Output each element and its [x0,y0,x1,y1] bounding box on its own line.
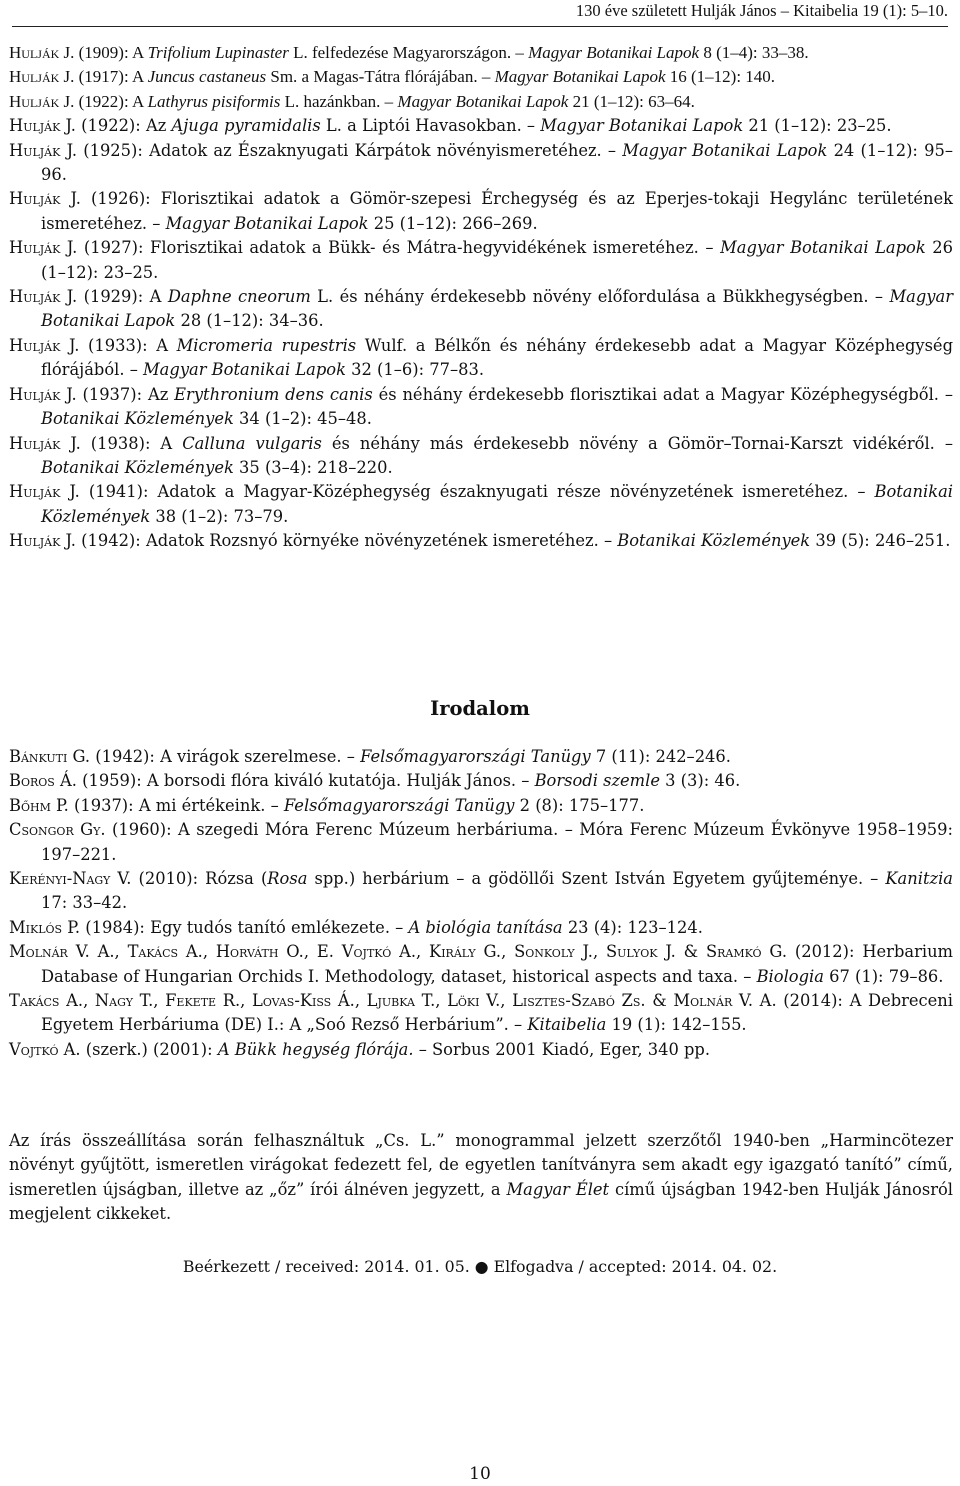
received-accepted-dates: Beérkezett / received: 2014. 01. 05. ● Elfogadva / accepted: 2014. 04. 02. [182,1257,778,1276]
reference-item: Hulják J. (1927): Florisztikai adatok a Bükk- és Mátra-hegyvidékének ismeretéhez. – Magyar Botanikai Lapok 26 (1–12): 23–25. [9,238,953,282]
section-heading: Irodalom [430,697,530,720]
reference-item: Boros Á. (1959): A borsodi flóra kiváló kutatója. Hulják János. – Borsodi szemle 3 (3): 46. [9,771,741,791]
reference-item: Hulják J. (1929): A Daphne cneorum L. és néhány érdekesebb növény előfordulása a Bükkhegységben. – Magyar Botanikai Lapok 28 (1–12): 34–36. [9,287,953,331]
reference-item: Hulják J. (1937): Az Erythronium dens canis és néhány érdekesebb florisztikai adat a Magyar Középhegységből. – Botanikai Közlemények 34 (1–2): 45–48. [9,384,953,429]
running-header [12,0,948,27]
page-number: 10 [469,1464,491,1484]
reference-item: Miklós P. (1984): Egy tudós tanító emlékezete. – A biológia tanítása 23 (4): 123–124. [9,917,703,937]
reference-item: Hulják J. (1917): A Juncus castaneus Sm. a Magas-Tátra flórájában. – Magyar Botanikai Lapok 16 (1–12): 140. [9,67,776,87]
reference-item: Kerényi-Nagy V. (2010): Rózsa (Rosa spp.) herbárium – a gödöllői Szent István Egyetem gyűjteménye. – Kanitzia 17: 33–42. [9,869,953,913]
reference-item: Hulják J. (1925): Adatok az Északnyugati Kárpátok növényismeretéhez. – Magyar Botanikai Lapok 24 (1–12): 95–96. [9,140,953,185]
reference-item: Molnár V. A., Takács A., Horváth O., E. Vojtkó A., Király G., Sonkoly J., Sulyok J. & Sramkó G. (2012): Herbarium Database of Hungarian Orchids I. Methodology, dataset, historical aspects and taxa. – Biologia 67 (1): 79–86. [9,942,953,986]
acknowledgement-paragraph: Az írás összeállítása során felhasználtuk „Cs. L.” monogrammal jelzett szerzőtől 1940-ben „Harmincötezer növényt gyűjtött, ismeretlen virágokat fedezett fel, de egyetlen tanítványra sem akadt egy igazgató tanító” című, ismeretlen újságban, illetve az „őz” írói álnéven jegyzett, a Magyar Élet című újságban 1942-ben Hulják Jánosról megjelent cikkeket. [9,1131,954,1224]
literature-list [9,745,953,1062]
reference-item: Hulják J. (1942): Adatok Rozsnyó környéke növényzetének ismeretéhez. – Botanikai Közlemények 39 (5): 246–251. [9,531,951,551]
reference-item: Hulják J. (1933): A Micromeria rupestris Wulf. a Bélkőn és néhány érdekesebb adat a Magyar Középhegység flórájából. – Magyar Botanikai Lapok 32 (1–6): 77–83. [9,335,953,380]
reference-item: Takács A., Nagy T., Fekete R., Lovas-Kiss Á., Ljubka T., Löki V., Lisztes-Szabó Zs. & Molnár V. A. (2014): A Debreceni Egyetem Herbáriuma (DE) I.: A „Soó Rezső Herbárium”. – Kitaibelia 19 (1): 142–155. [9,991,953,1035]
reference-item: Hulják J. (1909): A Trifolium Lupinaster L. felfedezése Magyarországon. – Magyar Botanikai Lapok 8 (1–4): 33–38. [9,43,809,62]
reference-item: Hulják J. (1938): A Calluna vulgaris és néhány más érdekesebb növény a Gömör–Tornai-Karszt vidékéről. – Botanikai Közlemények 35 (3–4): 218–220. [9,433,953,477]
reference-item: Bánkuti G. (1942): A virágok szerelmese. – Felsőmagyarországi Tanügy 7 (11): 242–246. [9,747,731,766]
running-header-text: 130 éve született Hulják János – Kitaibelia 19 (1): 5–10. [575,1,948,20]
reference-item: Hulják J. (1922): A Lathyrus pisiformis L. hazánkban. – Magyar Botanikai Lapok 21 (1–12): 63–64. [9,91,695,111]
reference-item: Csongor Gy. (1960): A szegedi Móra Ferenc Múzeum herbáriuma. – Móra Ferenc Múzeum Évkönyve 1958–1959: 197–221. [9,820,954,864]
hulja-publication-list [9,41,953,554]
reference-item: Hulják J. (1926): Florisztikai adatok a Gömör-szepesi Érchegység és az Eperjes-tokaji Hegylánc területének ismeretéhez. – Magyar Botanikai Lapok 25 (1–12): 266–269. [9,189,953,233]
reference-item: Hulják J. (1941): Adatok a Magyar-Középhegység északnyugati része növényzetének ismeretéhez. – Botanikai Közlemények 38 (1–2): 73–79. [9,482,953,526]
reference-item: Vojtkó A. (szerk.) (2001): A Bükk hegység flórája. – Sorbus 2001 Kiadó, Eger, 340 pp. [9,1039,711,1059]
reference-item: Hulják J. (1922): Az Ajuga pyramidalis L. a Liptói Havasokban. – Magyar Botanikai Lapok 21 (1–12): 23–25. [9,116,892,136]
reference-item: Bőhm P. (1937): A mi értékeink. – Felsőmagyarországi Tanügy 2 (8): 175–177. [9,795,645,815]
